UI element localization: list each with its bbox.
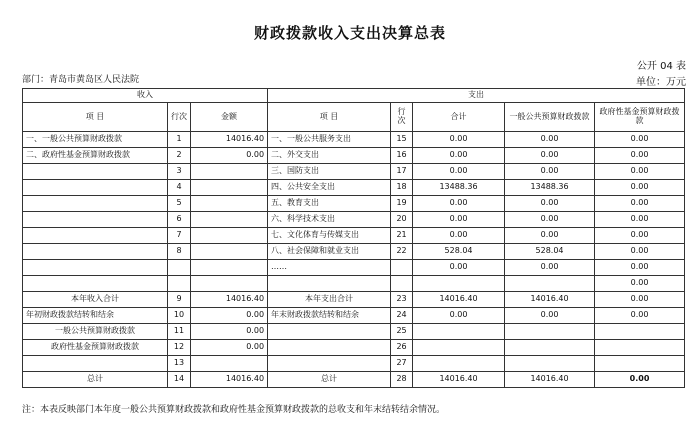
general-budget-cell: 0.00: [505, 132, 595, 148]
expense-row-no-cell: 21: [391, 228, 413, 244]
income-row-no-cell: 7: [168, 228, 191, 244]
expense-item-cell: [268, 340, 391, 356]
expense-item-cell: 八、社会保障和就业支出: [268, 244, 391, 260]
income-row-no-cell: 13: [168, 356, 191, 372]
income-amount-cell: [191, 180, 268, 196]
income-row-no-cell: 6: [168, 212, 191, 228]
expense-item-cell: 五、教育支出: [268, 196, 391, 212]
fund-budget-cell: 0.00: [595, 292, 685, 308]
expense-total-cell: 528.04: [413, 244, 505, 260]
income-amount-cell: 14016.40: [191, 292, 268, 308]
income-row-no-cell: 11: [168, 324, 191, 340]
expense-row-no-cell: 19: [391, 196, 413, 212]
header-row-sections: [23, 89, 685, 103]
income-amount-cell: [191, 164, 268, 180]
expense-row-no-cell: 18: [391, 180, 413, 196]
income-row-no-cell: 10: [168, 308, 191, 324]
expense-total-cell: [413, 356, 505, 372]
expense-row-no-cell: [391, 276, 413, 292]
expense-item-cell: 年末财政拨款结转和结余: [268, 308, 391, 324]
income-row-no-cell: [168, 276, 191, 292]
fund-budget-cell: 0.00: [595, 372, 685, 388]
fund-budget-cell: 0.00: [595, 228, 685, 244]
general-budget-cell: [505, 324, 595, 340]
table-row: [23, 372, 685, 388]
income-amount-cell: 0.00: [191, 340, 268, 356]
expense-total-cell: 0.00: [413, 260, 505, 276]
fund-budget-cell: [595, 356, 685, 372]
expense-item-cell: 总计: [268, 372, 391, 388]
fund-budget-cell: 0.00: [595, 260, 685, 276]
income-amount-cell: [191, 228, 268, 244]
income-item-cell: 年初财政拨款结转和结余: [23, 308, 168, 324]
expense-item-cell: 七、文化体育与传媒支出: [268, 228, 391, 244]
expense-item-cell: 四、公共安全支出: [268, 180, 391, 196]
expense-total-cell: 0.00: [413, 308, 505, 324]
fund-budget-cell: [595, 340, 685, 356]
expense-total-cell: [413, 340, 505, 356]
income-row-no-cell: 3: [168, 164, 191, 180]
expense-row-no-cell: 27: [391, 356, 413, 372]
income-item-cell: 总计: [23, 372, 168, 388]
income-row-no-cell: 12: [168, 340, 191, 356]
income-item-cell: [23, 228, 168, 244]
expense-total-cell: 13488.36: [413, 180, 505, 196]
report-title: 财政拨款收入支出决算总表: [253, 24, 446, 42]
income-item-cell: 一般公共预算财政拨款: [23, 324, 168, 340]
table-row: [23, 228, 685, 244]
fund-budget-cell: [595, 324, 685, 340]
footnote: 注：本表反映部门本年度一般公共预算财政拨款和政府性基金预算财政拨款的总收支和年末结转结余情况。: [22, 405, 446, 415]
income-amount-cell: 14016.40: [191, 132, 268, 148]
expense-item-cell: 六、科学技术支出: [268, 212, 391, 228]
expense-total-cell: 14016.40: [413, 292, 505, 308]
income-amount-cell: 0.00: [191, 324, 268, 340]
income-item-cell: [23, 212, 168, 228]
expense-item-cell: [268, 276, 391, 292]
header-row-columns: [23, 103, 685, 132]
table-row: [23, 196, 685, 212]
income-amount-header: 金额: [191, 103, 268, 132]
fund-budget-cell: 0.00: [595, 132, 685, 148]
income-item-header: 项 目: [23, 103, 168, 132]
expense-row-no-cell: 22: [391, 244, 413, 260]
income-row-no-cell: 14: [168, 372, 191, 388]
income-row-no-cell: 5: [168, 196, 191, 212]
expense-item-cell: ……: [268, 260, 391, 276]
income-amount-cell: [191, 244, 268, 260]
fund-budget-cell: 0.00: [595, 212, 685, 228]
table-row: [23, 324, 685, 340]
expense-item-header: 项 目: [268, 103, 391, 132]
income-row-no-cell: [168, 260, 191, 276]
income-item-cell: [23, 356, 168, 372]
income-row-no-cell: 1: [168, 132, 191, 148]
expense-item-cell: 一、一般公共服务支出: [268, 132, 391, 148]
income-amount-cell: [191, 212, 268, 228]
income-row-no-cell: 9: [168, 292, 191, 308]
general-budget-cell: [505, 356, 595, 372]
fund-budget-cell: 0.00: [595, 308, 685, 324]
expense-row-no-cell: 17: [391, 164, 413, 180]
income-amount-cell: [191, 196, 268, 212]
general-budget-header: 一般公共预算财政拨款: [505, 103, 595, 132]
expense-total-cell: 14016.40: [413, 372, 505, 388]
general-budget-cell: [505, 276, 595, 292]
general-budget-cell: 0.00: [505, 212, 595, 228]
table-row: [23, 164, 685, 180]
general-budget-cell: 14016.40: [505, 372, 595, 388]
general-budget-cell: 0.00: [505, 308, 595, 324]
expense-total-cell: 0.00: [413, 212, 505, 228]
general-budget-cell: 0.00: [505, 196, 595, 212]
table-row: [23, 244, 685, 260]
expense-row-no-cell: 20: [391, 212, 413, 228]
income-amount-cell: [191, 356, 268, 372]
income-item-cell: [23, 196, 168, 212]
expense-total-cell: 0.00: [413, 164, 505, 180]
expense-total-cell: [413, 324, 505, 340]
expense-item-cell: 三、国防支出: [268, 164, 391, 180]
expense-row-no-cell: 24: [391, 308, 413, 324]
budget-table: [22, 88, 685, 388]
table-row: [23, 340, 685, 356]
form-code: 公开 04 表: [636, 61, 686, 72]
fund-budget-cell: 0.00: [595, 196, 685, 212]
table-row: [23, 276, 685, 292]
table-row: [23, 212, 685, 228]
expense-row-no-cell: 26: [391, 340, 413, 356]
expense-total-cell: 0.00: [413, 148, 505, 164]
table-row: [23, 260, 685, 276]
expense-row-no-cell: 16: [391, 148, 413, 164]
income-item-cell: [23, 260, 168, 276]
expense-total-cell: 0.00: [413, 228, 505, 244]
table-row: [23, 292, 685, 308]
income-row-no-cell: 8: [168, 244, 191, 260]
expense-total-cell: [413, 276, 505, 292]
fund-budget-cell: 0.00: [595, 164, 685, 180]
table-row: [23, 356, 685, 372]
income-item-cell: 政府性基金预算财政拨款: [23, 340, 168, 356]
income-item-cell: [23, 244, 168, 260]
expense-item-cell: 本年支出合计: [268, 292, 391, 308]
expense-row-no-cell: 25: [391, 324, 413, 340]
income-amount-cell: 0.00: [191, 308, 268, 324]
fund-budget-cell: 0.00: [595, 180, 685, 196]
general-budget-cell: [505, 340, 595, 356]
income-row-no-header: 行次: [168, 103, 191, 132]
expense-item-cell: [268, 324, 391, 340]
fund-budget-header: 政府性基金预算财政拨款: [595, 103, 685, 132]
income-row-no-cell: 4: [168, 180, 191, 196]
general-budget-cell: 0.00: [505, 148, 595, 164]
general-budget-cell: 13488.36: [505, 180, 595, 196]
income-amount-cell: 14016.40: [191, 372, 268, 388]
expense-section-header: 支出: [268, 89, 685, 103]
fund-budget-cell: 0.00: [595, 244, 685, 260]
income-item-cell: 本年收入合计: [23, 292, 168, 308]
expense-total-cell: 0.00: [413, 132, 505, 148]
expense-item-cell: 二、外交支出: [268, 148, 391, 164]
general-budget-cell: 528.04: [505, 244, 595, 260]
table-row: [23, 148, 685, 164]
expense-row-no-cell: 28: [391, 372, 413, 388]
expense-row-no-header: 行次: [391, 103, 413, 132]
table-row: [23, 132, 685, 148]
fund-budget-cell: 0.00: [595, 148, 685, 164]
expense-total-header: 合计: [413, 103, 505, 132]
income-item-cell: 一、一般公共预算财政拨款: [23, 132, 168, 148]
general-budget-cell: 14016.40: [505, 292, 595, 308]
income-item-cell: [23, 276, 168, 292]
table-row: [23, 308, 685, 324]
income-amount-cell: [191, 260, 268, 276]
income-section-header: 收入: [23, 89, 268, 103]
expense-item-cell: [268, 356, 391, 372]
income-amount-cell: [191, 276, 268, 292]
expense-row-no-cell: 23: [391, 292, 413, 308]
general-budget-cell: 0.00: [505, 260, 595, 276]
income-item-cell: [23, 180, 168, 196]
general-budget-cell: 0.00: [505, 164, 595, 180]
general-budget-cell: 0.00: [505, 228, 595, 244]
unit-label: 单位：万元: [636, 77, 686, 88]
expense-row-no-cell: 15: [391, 132, 413, 148]
expense-row-no-cell: [391, 260, 413, 276]
department-label: 部门：青岛市黄岛区人民法院: [22, 75, 140, 85]
income-item-cell: 二、政府性基金预算财政拨款: [23, 148, 168, 164]
expense-total-cell: 0.00: [413, 196, 505, 212]
fund-budget-cell: 0.00: [595, 276, 685, 292]
income-row-no-cell: 2: [168, 148, 191, 164]
table-row: [23, 180, 685, 196]
income-amount-cell: 0.00: [191, 148, 268, 164]
income-item-cell: [23, 164, 168, 180]
